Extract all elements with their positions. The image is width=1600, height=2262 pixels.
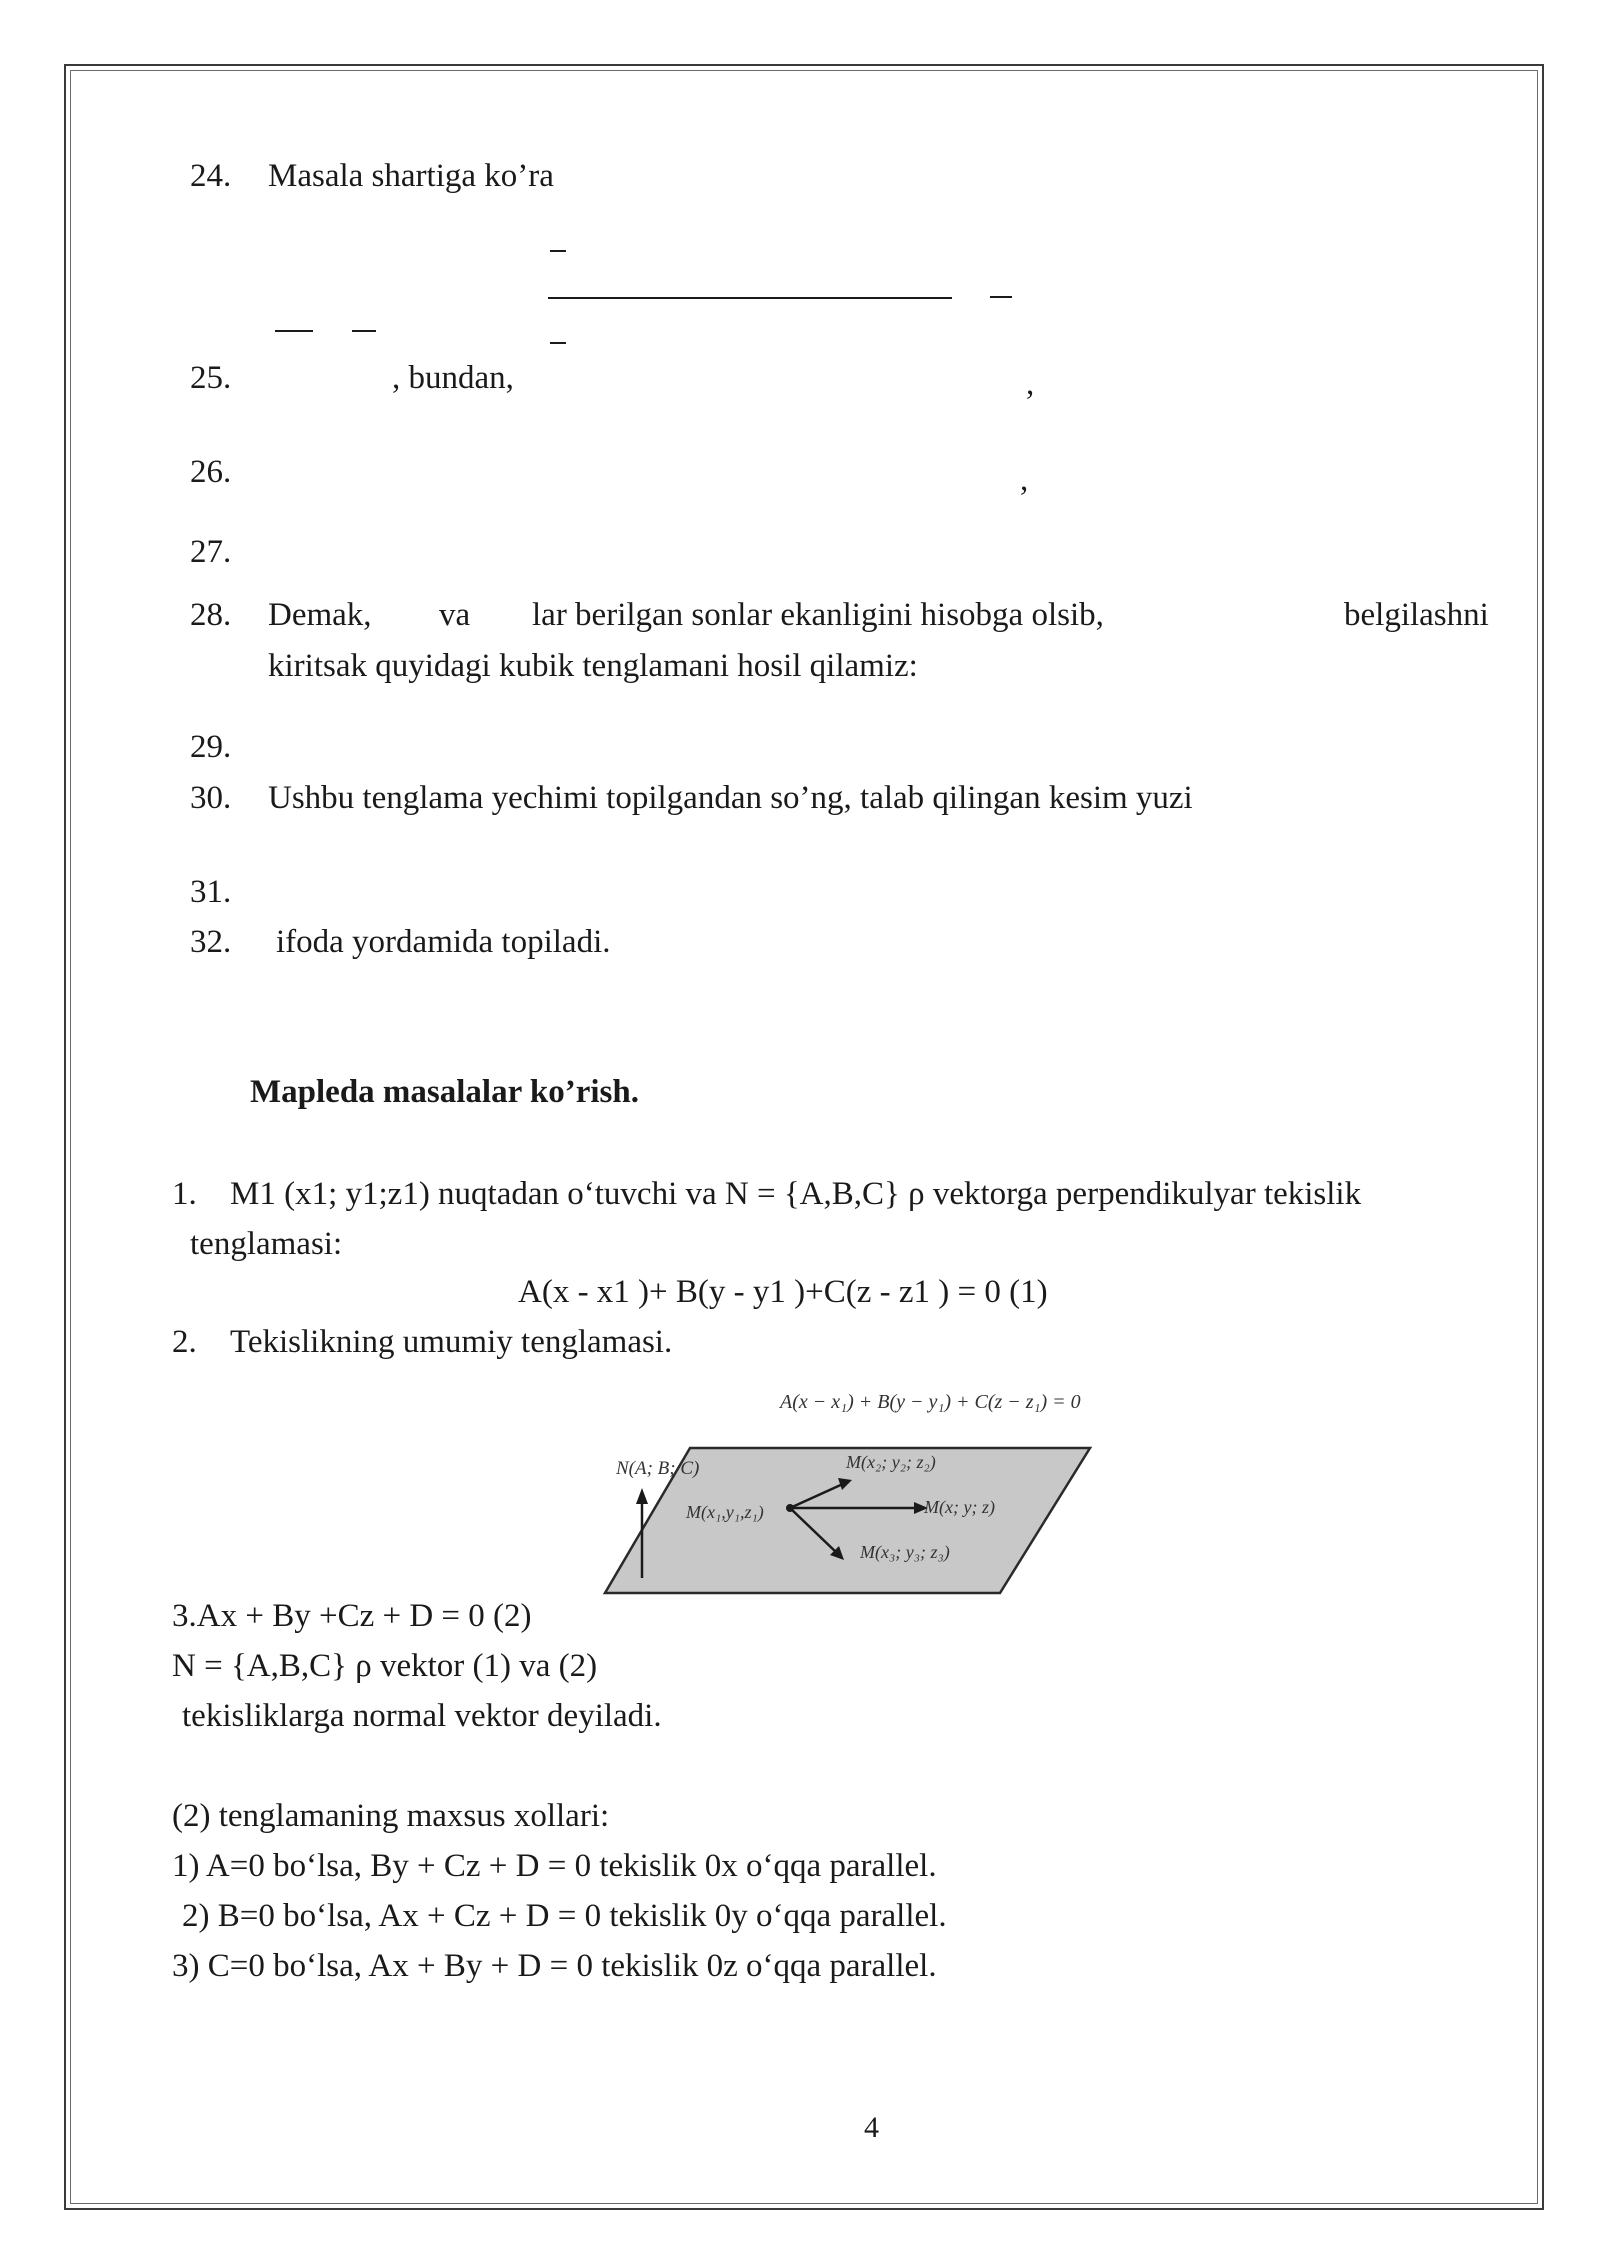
list-item-text: Masala shartiga ko’ra [268,158,554,194]
list-number: 28. [190,597,232,633]
special-case-1: 1) A=0 bo‘lsa, By + Cz + D = 0 tekislik 0x o‘qqa parallel. [172,1848,937,1884]
list-number: 29. [190,729,232,765]
list-item-text: belgilashni [1344,597,1489,633]
m2-label: M(x₂; y₂; z₂) [846,1452,936,1472]
list-number: 31. [190,874,232,910]
list-item-text: kiritsak quyidagi kubik tenglamani hosil qilamiz: [268,648,918,684]
fraction-dash [990,296,1012,298]
normal-vector-arrowhead [636,1488,648,1504]
list-item-text: , [1020,462,1029,498]
paragraph-text: tekisliklarga normal vektor deyiladi. [182,1698,662,1734]
paragraph-text: M1 (x1; y1;z1) nuqtadan o‘tuvchi va N = {A,B,C} ρ vektorga perpendikulyar tekislik [230,1176,1362,1212]
equation-1: A(x - x1 )+ B(y - y1 )+C(z - z1 ) = 0 (1) [518,1274,1048,1310]
list-item-text: va [439,597,471,633]
list-number: 24. [190,158,232,194]
list-item-text: , [1026,366,1035,402]
list-item-text: Ushbu tenglama yechimi topilgandan so’ng, talab qilingan kesim yuzi [268,780,1193,816]
paragraph-text: tenglamasi: [190,1226,343,1262]
fraction-dash [550,342,566,344]
m1-label: M(x₁,y₁,z₁) [686,1502,764,1522]
fraction-dash [352,330,376,332]
normal-label: N(A; B; C) [616,1458,700,1479]
page-number: 4 [864,2111,879,2144]
m-label: M(x; y; z) [924,1497,995,1517]
fraction-dash [275,330,313,332]
figure-equation: A(x − x₁) + B(y − y₁) + C(z − z₁) = 0 [780,1391,1081,1413]
list-number: 32. [190,924,232,960]
list-item-text: Demak, [268,597,372,633]
list-item-text: ifoda yordamida topiladi. [276,924,611,960]
section-heading: Mapleda masalalar ko’rish. [250,1074,639,1110]
fraction-dash [550,250,566,252]
list-number: 1. [172,1176,197,1212]
list-number: 30. [190,780,232,816]
list-number: 26. [190,454,232,490]
fraction-bar [548,297,952,299]
special-case-3: 3) C=0 bo‘lsa, Ax + By + D = 0 tekislik 0z o‘qqa parallel. [172,1948,937,1984]
paragraph-text: Tekislikning umumiy tenglamasi. [230,1324,673,1360]
equation-2: 3.Ax + By +Cz + D = 0 (2) [172,1598,532,1634]
m3-label: M(x₃; y₃; z₃) [860,1542,950,1562]
paragraph-text: N = {A,B,C} ρ vektor (1) va (2) [172,1648,598,1684]
list-number: 25. [190,360,232,396]
list-item-text: lar berilgan sonlar ekanligini hisobga olsib, [532,597,1104,633]
paragraph-text: (2) tenglamaning maxsus xollari: [172,1798,610,1834]
list-number: 2. [172,1324,197,1360]
plane-normal-figure [590,1378,1100,1638]
special-case-2: 2) B=0 bo‘lsa, Ax + Cz + D = 0 tekislik 0y o‘qqa parallel. [182,1898,947,1934]
list-item-text: , bundan, [392,360,514,396]
list-number: 27. [190,534,232,570]
